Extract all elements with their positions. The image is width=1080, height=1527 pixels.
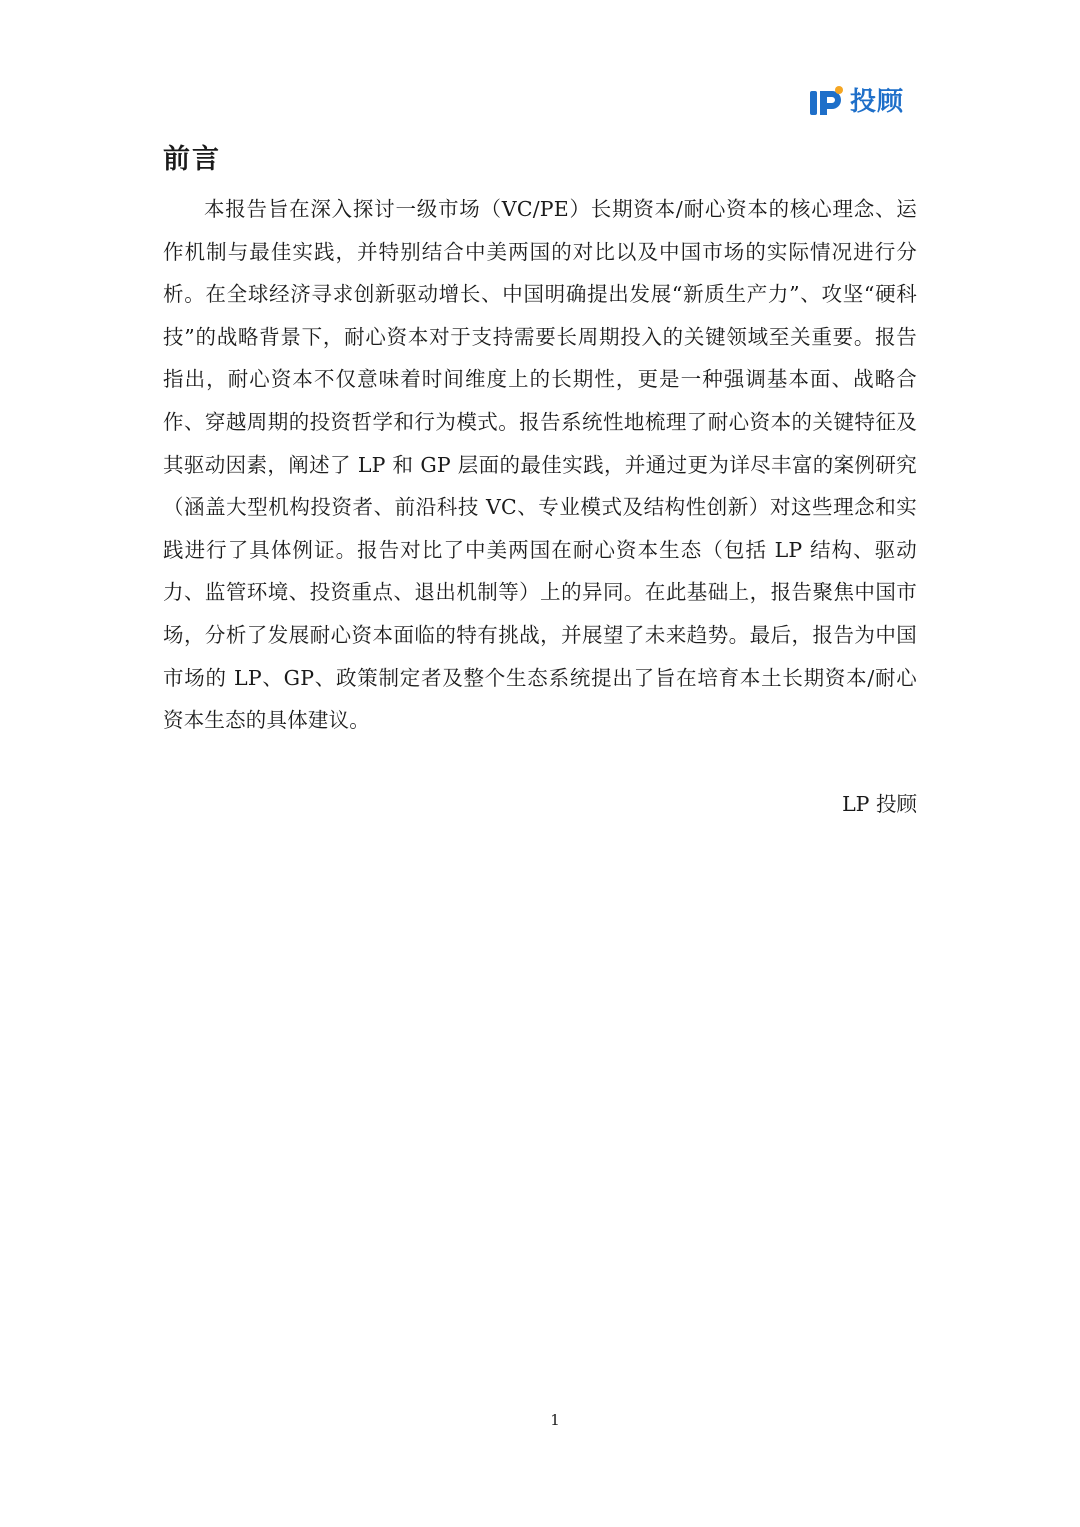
- company-logo: [808, 82, 918, 122]
- logo-text: 投顾: [850, 87, 905, 117]
- page-title: 前言: [163, 144, 221, 175]
- page-number: 1: [550, 1411, 560, 1429]
- preface-paragraph: 本报告旨在深入探讨一级市场（VC/PE）长期资本/耐心资本的核心理念、运作机制与最佳实践，并特别结合中美两国的对比以及中国市场的实际情况进行分析。在全球经济寻求创新驱动增长、中国明确提出发展“新质生产力”、攻坚“硬科技”的战略背景下，耐心资本对于支持需要长周期投入的关键领域至关重要。报告指出，耐心资本不仅意味着时间维度上的长期性，更是一种强调基本面、战略合作、穿越周期的投资哲学和行为模式。报告系统性地梳理了耐心资本的关键特征及其驱动因素，阐述了 LP 和 GP 层面的最佳实践，并通过更为详尽丰富的案例研究（涵盖大型机构投资者、前沿科技 VC、专业模式及结构性创新）对这些理念和实践进行了具体例证。报告对比了中美两国在耐心资本生态（包括 LP 结构、驱动力、监管环境、投资重点、退出机制等）上的异同。在此基础上，报告聚焦中国市场，分析了发展耐心资本面临的特有挑战，并展望了未来趋势。最后，报告为中国市场的 LP、GP、政策制定者及整个生态系统提出了旨在培育本土长期资本/耐心资本生态的具体建议。: [163, 197, 917, 733]
- lp-logo-icon: [808, 85, 846, 119]
- signature: LP 投顾: [842, 792, 917, 816]
